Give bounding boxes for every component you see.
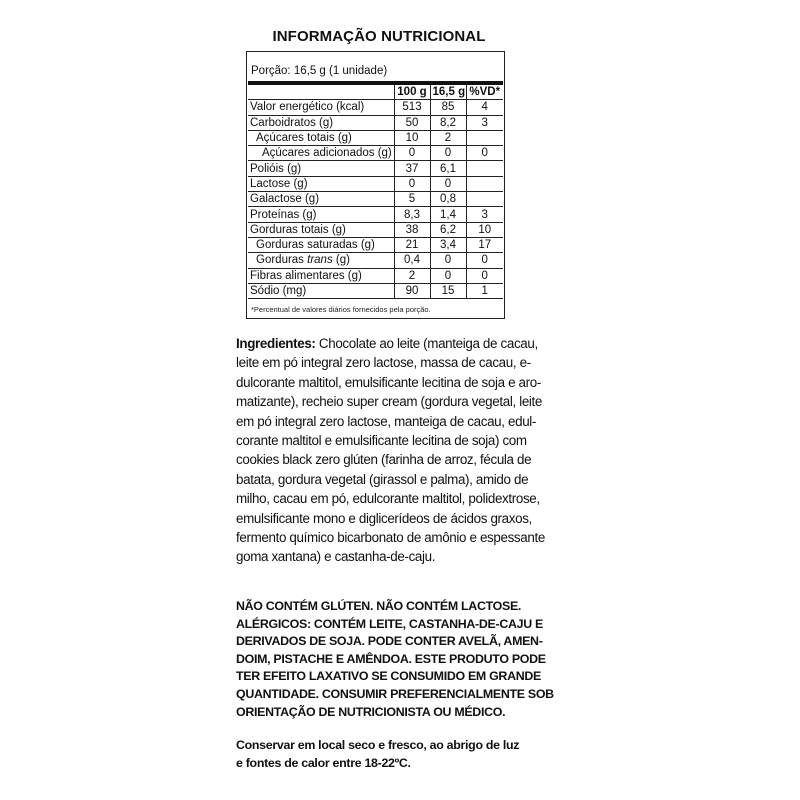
nutrient-value-per100: 0,4 (394, 253, 430, 268)
column-header (248, 85, 394, 100)
nutrient-value-perPortion: 0 (430, 253, 466, 268)
ingredients-line: corante maltitol e emulsificante lecitina de soja) com (236, 433, 527, 449)
allergens-line: QUANTIDADE. CONSUMIR PREFERENCIALMENTE SOB (236, 686, 554, 701)
ingredients-line: fermento químico bicarbonato de amônio e espessante (236, 530, 545, 546)
nutrient-value-perPortion: 2 (430, 130, 466, 145)
ingredients-line: Chocolate ao leite (manteiga de cacau, (315, 336, 538, 351)
column-header: 100 g (394, 85, 430, 100)
column-header: %VD* (466, 85, 503, 100)
nutrient-value-perPortion: 0 (430, 268, 466, 283)
trans-prefix: Gorduras (256, 254, 308, 267)
table-row (248, 146, 503, 161)
ingredients-line: matizante), recheio super cream (gordura vegetal, leite (236, 394, 543, 410)
nutrient-value-vd: 3 (466, 207, 503, 222)
nutrient-value-per100: 10 (394, 130, 430, 145)
table-row (248, 237, 503, 252)
nutrient-label: Proteínas (g) (248, 207, 394, 222)
table-row (248, 161, 503, 176)
table-row (248, 207, 503, 222)
nutrient-value-perPortion: 0 (430, 176, 466, 191)
nutrient-value-vd: 10 (466, 222, 503, 237)
nutrient-label: Galactose (g) (248, 192, 394, 207)
table-header-row (248, 85, 503, 100)
ingredients-line: em pó integral zero lactose, manteiga de cacau, edul- (236, 413, 537, 429)
table-row (248, 130, 503, 145)
nutrient-value-perPortion: 6,1 (430, 161, 466, 176)
nutrient-label: Açúcares totais (g) (248, 130, 394, 145)
table-row (248, 253, 503, 268)
nutrient-label: Lactose (g) (248, 176, 394, 191)
ingredients-line: cookies black zero glúten (farinha de arroz, fécula de (236, 452, 532, 468)
nutrient-value-per100: 0 (394, 176, 430, 191)
allergens-line: DERIVADOS DE SOJA. PODE CONTER AVELÃ, AMEN- (236, 634, 543, 649)
storage-line: Conservar em local seco e fresco, ao abrigo de luz (236, 738, 520, 752)
nutrient-value-per100: 513 (394, 100, 430, 115)
ingredients-line: goma xantana) e castanha-de-caju. (236, 549, 436, 565)
storage-instructions (236, 737, 556, 772)
nutrient-value-per100: 2 (394, 268, 430, 283)
table-row (248, 283, 503, 298)
table-row (248, 176, 503, 191)
trans-suffix: (g) (332, 254, 350, 267)
ingredients-line: milho, cacau em pó, edulcorante maltitol, polidextrose, (236, 491, 540, 507)
nutrient-label: Carboidratos (g) (248, 115, 394, 130)
nutrient-value-perPortion: 6,2 (430, 222, 466, 237)
ingredients-line: leite em pó integral zero lactose, massa de cacau, e- (236, 355, 531, 371)
nutrient-value-vd (466, 192, 503, 207)
nutrient-value-vd: 17 (466, 237, 503, 252)
trans-word: trans (307, 254, 333, 267)
nutrient-value-perPortion: 0,8 (430, 192, 466, 207)
portion-size: Porção: 16,5 g (1 unidade) (251, 65, 388, 77)
nutrient-label: Polióis (g) (248, 161, 394, 176)
nutrient-value-per100: 37 (394, 161, 430, 176)
nutrient-value-perPortion: 3,4 (430, 237, 466, 252)
nutrient-value-perPortion: 1,4 (430, 207, 466, 222)
nutrient-label: Gorduras saturadas (g) (248, 237, 394, 252)
nutrient-value-vd: 4 (466, 100, 503, 115)
nutrient-value-vd (466, 130, 503, 145)
allergens-line: NÃO CONTÉM GLÚTEN. NÃO CONTÉM LACTOSE. (236, 599, 522, 613)
nutrient-label (248, 253, 394, 268)
nutrient-value-per100: 50 (394, 115, 430, 130)
nutrient-label: Gorduras totais (g) (248, 222, 394, 237)
storage-line: e fontes de calor entre 18-22ºC. (236, 755, 411, 770)
nutrient-value-vd: 1 (466, 283, 503, 298)
nutrient-value-vd: 0 (466, 268, 503, 283)
nutrient-value-per100: 90 (394, 283, 430, 298)
nutrient-value-perPortion: 85 (430, 100, 466, 115)
table-row (248, 192, 503, 207)
nutrition-title: INFORMAÇÃO NUTRICIONAL (272, 28, 486, 45)
table-row (248, 115, 503, 130)
nutrient-value-perPortion: 0 (430, 146, 466, 161)
nutrition-facts-box (246, 51, 505, 319)
nutrient-label: Fibras alimentares (g) (248, 268, 394, 283)
nutrition-table (248, 85, 503, 299)
nutrient-value-per100: 21 (394, 237, 430, 252)
ingredients-line: batata, gordura vegetal (girassol e palma), amido de (236, 471, 529, 487)
nutrient-value-vd: 0 (466, 146, 503, 161)
nutrient-value-vd (466, 176, 503, 191)
nutrient-value-vd (466, 161, 503, 176)
column-header: 16,5 g (430, 85, 466, 100)
nutrient-value-per100: 38 (394, 222, 430, 237)
nutrient-value-per100: 0 (394, 146, 430, 161)
ingredients-line: dulcorante maltitol, emulsificante lecitina de soja e aro- (236, 374, 541, 390)
ingredients-line: emulsificante mono e diglicerídeos de ácidos graxos, (236, 510, 532, 526)
nutrient-value-perPortion: 8,2 (430, 115, 466, 130)
nutrient-value-per100: 5 (394, 192, 430, 207)
ingredients-lead: Ingredientes: (236, 336, 316, 351)
allergens-line: DOIM, PISTACHE E AMÊNDOA. ESTE PRODUTO PODE (236, 651, 546, 666)
daily-value-footnote: *Percentual de valores diários fornecidos pela porção. (251, 305, 431, 314)
nutrient-label: Valor energético (kcal) (248, 100, 394, 115)
allergens-text (236, 598, 556, 721)
allergens-line: ALÉRGICOS: CONTÉM LEITE, CASTANHA-DE-CAJU E (236, 616, 543, 631)
nutrient-value-vd: 0 (466, 253, 503, 268)
table-row (248, 222, 503, 237)
nutrient-value-per100: 8,3 (394, 207, 430, 222)
nutrient-value-vd: 3 (466, 115, 503, 130)
nutrient-label: Açúcares adicionados (g) (248, 146, 394, 161)
nutrient-label: Sódio (mg) (248, 283, 394, 298)
allergens-line: TER EFEITO LAXATIVO SE CONSUMIDO EM GRANDE (236, 669, 541, 684)
nutrient-value-perPortion: 15 (430, 283, 466, 298)
allergens-line: ORIENTAÇÃO DE NUTRICIONISTA OU MÉDICO. (236, 704, 506, 719)
table-row (248, 100, 503, 115)
ingredients-text (236, 334, 554, 567)
table-row (248, 268, 503, 283)
